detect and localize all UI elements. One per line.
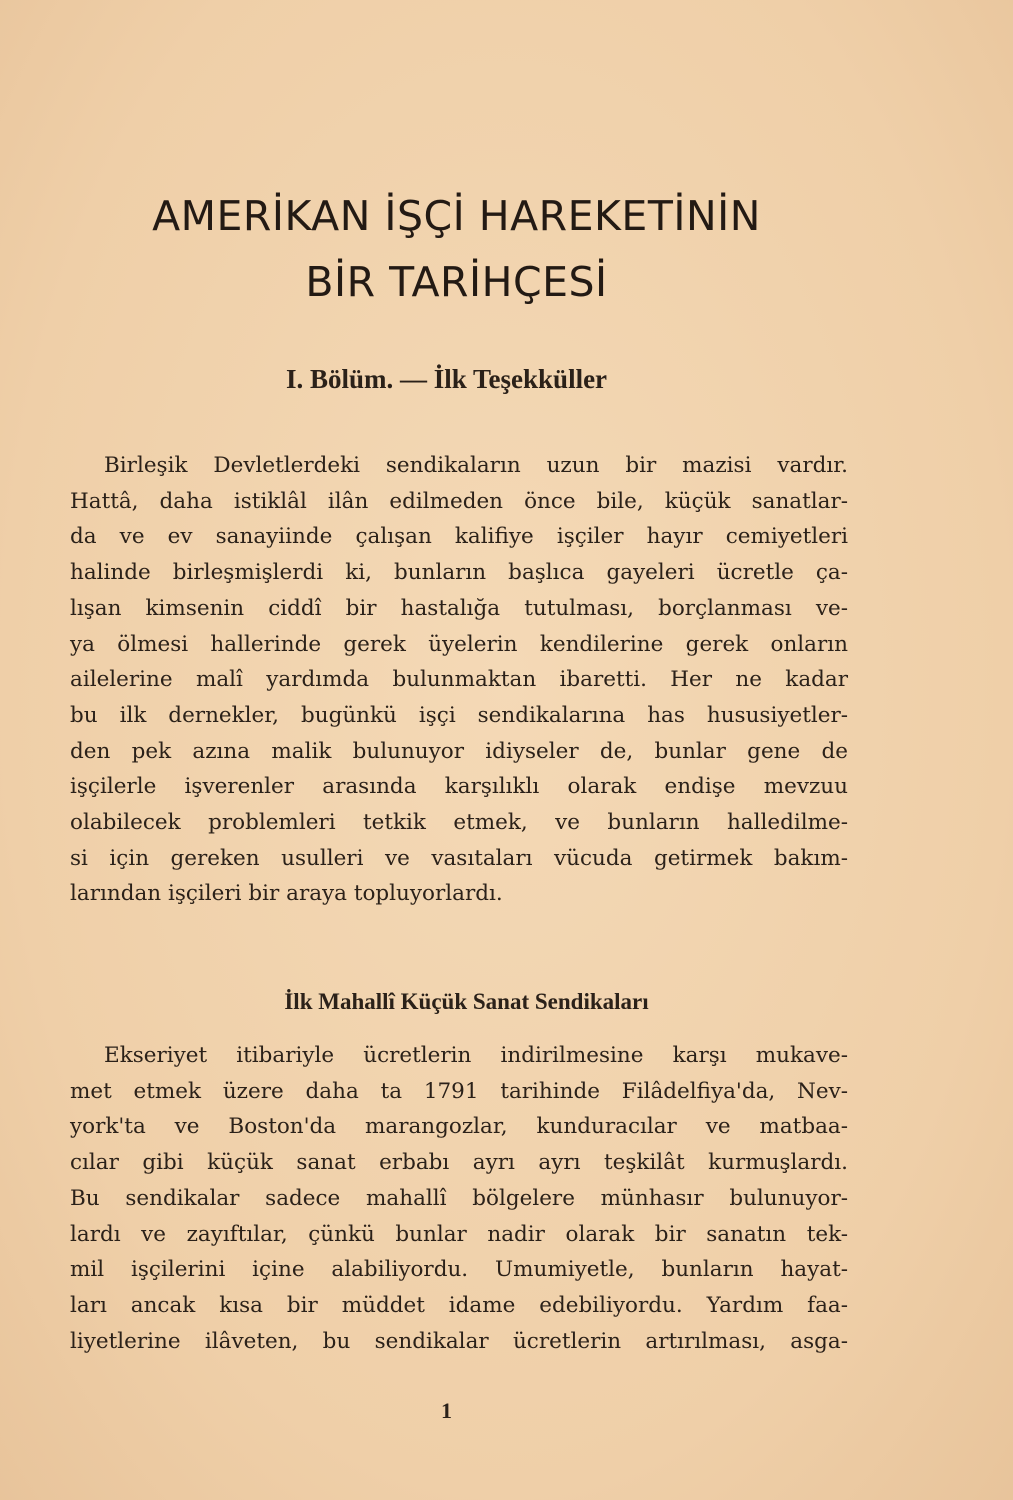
paragraph-line: halinde birleşmişlerdi ki, bunların başlıca gayeleri ücretle ça- [70,560,848,586]
paragraph-line: cılar gibi küçük sanat erbabı ayrı ayrı teşkilât kurmuşlardı. [70,1150,848,1176]
paragraph-line: liyetlerine ilâveten, bu sendikalar ücretlerin artırılması, asga- [70,1328,848,1354]
paragraph-line: işçilerle işverenler arasında karşılıklı olarak endişe mevzuu [70,774,848,800]
paragraph-line: ailelerine malî yardımda bulunmaktan ibaretti. Her ne kadar [70,667,848,693]
paragraph-2 [70,1038,848,1359]
paragraph-1 [70,448,848,912]
paragraph-line: den pek azına malik bulunuyor idiyseler de, bunlar gene de [70,738,848,764]
paragraph-line: york'ta ve Boston'da marangozlar, kunduracılar ve matbaa- [70,1114,848,1140]
paragraph-line: lardı ve zayıftılar, çünkü bunlar nadir olarak bir sanatın tek- [70,1221,848,1247]
book-title-line-1: AMERİKAN İŞÇİ HAREKETİNİN [152,192,761,240]
section-heading: İlk Mahallî Küçük Sanat Sendikaları [284,989,649,1014]
book-title-line-2: BİR TARİHÇESİ [305,258,608,306]
paragraph-line: ları ancak kısa bir müddet idame edebiliyordu. Yardım faa- [70,1292,848,1318]
paragraph-line: si için gereken usulleri ve vasıtaları vücuda getirmek bakım- [70,845,848,871]
paragraph-line: olabilecek problemleri tetkik etmek, ve bunların halledilme- [70,810,848,836]
paragraph-line: Ekseriyet itibariyle ücretlerin indirilmesine karşı mukave- [104,1043,848,1068]
paragraph-line: da ve ev sanayiinde çalışan kalifiye işçiler hayır cemiyetleri [70,524,848,550]
paragraph-line: bu ilk dernekler, bugünkü işçi sendikalarına has hususiyetler- [70,702,848,728]
page-number: 1 [441,1398,452,1423]
paragraph-line: ya ölmesi hallerinde gerek üyelerin kendilerine gerek onların [70,631,848,657]
paragraph-line: larından işçileri bir araya topluyorlardı. [70,881,503,907]
chapter-heading: I. Bölüm. — İlk Teşekküller [285,364,608,395]
paragraph-line: Birleşik Devletlerdeki sendikaların uzun bir mazisi vardır. [104,453,848,478]
paragraph-line: Hattâ, daha istiklâl ilân edilmeden önce bile, küçük sanatlar- [70,488,848,514]
paragraph-line: Bu sendikalar sadece mahallî bölgelere münhasır bulunuyor- [70,1185,848,1211]
paragraph-line: mil işçilerini içine alabiliyordu. Umumiyetle, bunların hayat- [70,1257,848,1283]
paragraph-line: lışan kimsenin ciddî bir hastalığa tutulması, borçlanması ve- [70,595,848,621]
paragraph-line: met etmek üzere daha ta 1791 tarihinde Filâdelfiya'da, Nev- [70,1078,848,1104]
